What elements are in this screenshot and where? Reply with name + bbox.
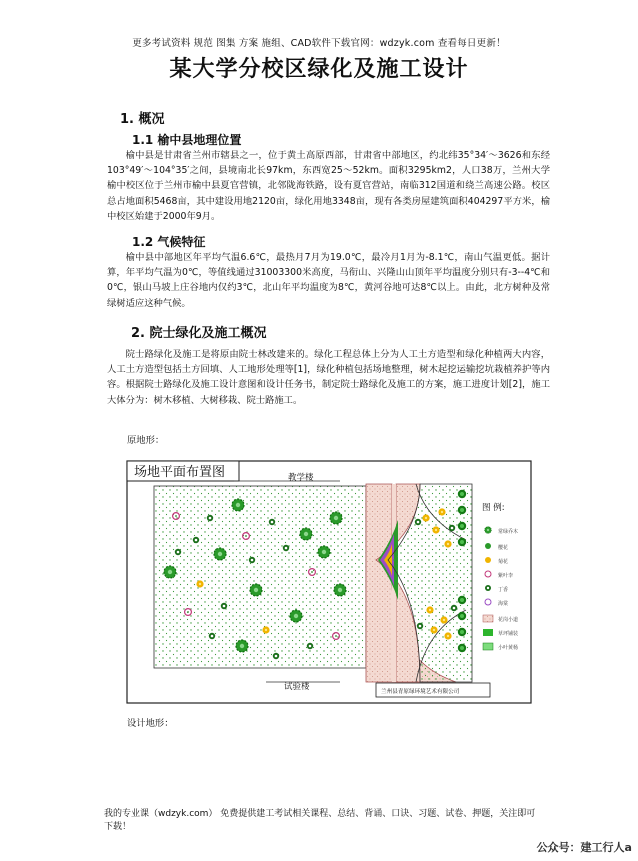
section2-text: 院士路绿化及施工是将原由院士林改建来的。绿化工程总体上分为人工土方造型和绿化种植两大内容，人工土方造型包括土方回填、人工地形处理等[1]，绿化种植包括场地整理，树木起挖运输挖坑栽植养护等内容。根据院士路绿化及施工设计意图和设计任务书，制定院士路绿化及施工的方案，施工进度计划[2]，施工大体分为：树木移植、大树移栽、院士路施工。 xyxy=(107,349,550,406)
svg-text:菊花: 菊花 xyxy=(498,559,509,565)
svg-text:草坪铺装: 草坪铺装 xyxy=(498,631,519,637)
section1-2-text: 榆中县中部地区年平均气温6.6℃，最热月7月为19.0℃，最冷月1月为-8.1℃，南山气温更低。据计算，年平均气温为0℃，等值线通过31003300米高度，马衔山、兴隆山山顶年平均温度分别只有-3--4℃和0℃，银山马坡上庄谷地内仅约3℃，北山年平均温度为8℃，黄河谷地可达8℃以上。由此，北方树种及常绿树适应这种气候。 xyxy=(107,252,550,309)
legend-item-boxwood xyxy=(483,643,518,651)
legend-title: 图 例: xyxy=(482,503,505,513)
svg-text:花岗小道: 花岗小道 xyxy=(498,617,519,623)
site-plan-figure xyxy=(126,460,532,704)
header-banner: 更多考试资料 规范 图集 方案 施组、CAD软件下载官网：wdzyk.com 查看每日更新！ xyxy=(132,38,506,49)
svg-text:紫叶李: 紫叶李 xyxy=(498,573,514,579)
svg-text:常绿乔木: 常绿乔木 xyxy=(498,529,519,535)
svg-text:小叶黄杨: 小叶黄杨 xyxy=(498,645,519,651)
design-terrain-label: 设计地形： xyxy=(127,718,174,729)
section1-heading: 1. 概况 xyxy=(120,112,165,127)
lab-building-label: 试验楼 xyxy=(284,682,310,692)
figure-title: 场地平面布置图 xyxy=(134,465,226,480)
section1-2-heading: 1.2 气候特征 xyxy=(132,235,206,249)
section1-1-text: 榆中县是甘肃省兰州市辖县之一，位于黄土高原西部，甘肃省中部地区，约北纬35°34′～3626和东经103°49′～104°35′之间，县境南北长97km，东西宽25～52km。面积3295km2，人口38万，兰州大学榆中校区位于兰州市榆中县夏官营镇，北邻陇海铁路，设有夏官营站，南临312国道和绕兰高速公路。校区总占地面积5468亩，其中建设用地2120亩，绿化用地3348亩，现有各类房屋建筑面积404297平方米，榆中校区始建于2000年9月。 xyxy=(107,150,550,222)
original-terrain-label: 原地形： xyxy=(127,435,165,446)
page-title: 某大学分校区绿化及施工设计 xyxy=(169,57,469,82)
legend-item-lawn xyxy=(483,629,518,637)
legend-item-path xyxy=(483,615,518,623)
teaching-building-label: 教学楼 xyxy=(288,473,314,483)
section1-1-heading: 1.1 榆中县地理位置 xyxy=(132,133,242,147)
watermark: 公众号：建工行人a xyxy=(536,841,632,854)
svg-text:海棠: 海棠 xyxy=(498,601,509,607)
footer-text: 我的专业课（wdzyk.com） 免费提供建工考试相关课程、总结、背诵、口诀、习题、试卷、押题，关注即可下载！ xyxy=(104,809,536,832)
section2-heading: 2. 院士绿化及施工概况 xyxy=(131,326,267,341)
company-name: 兰州县青原绿环境艺术有限公司 xyxy=(381,689,460,695)
svg-text:丁香: 丁香 xyxy=(498,587,509,593)
svg-text:樱花: 樱花 xyxy=(498,545,509,551)
